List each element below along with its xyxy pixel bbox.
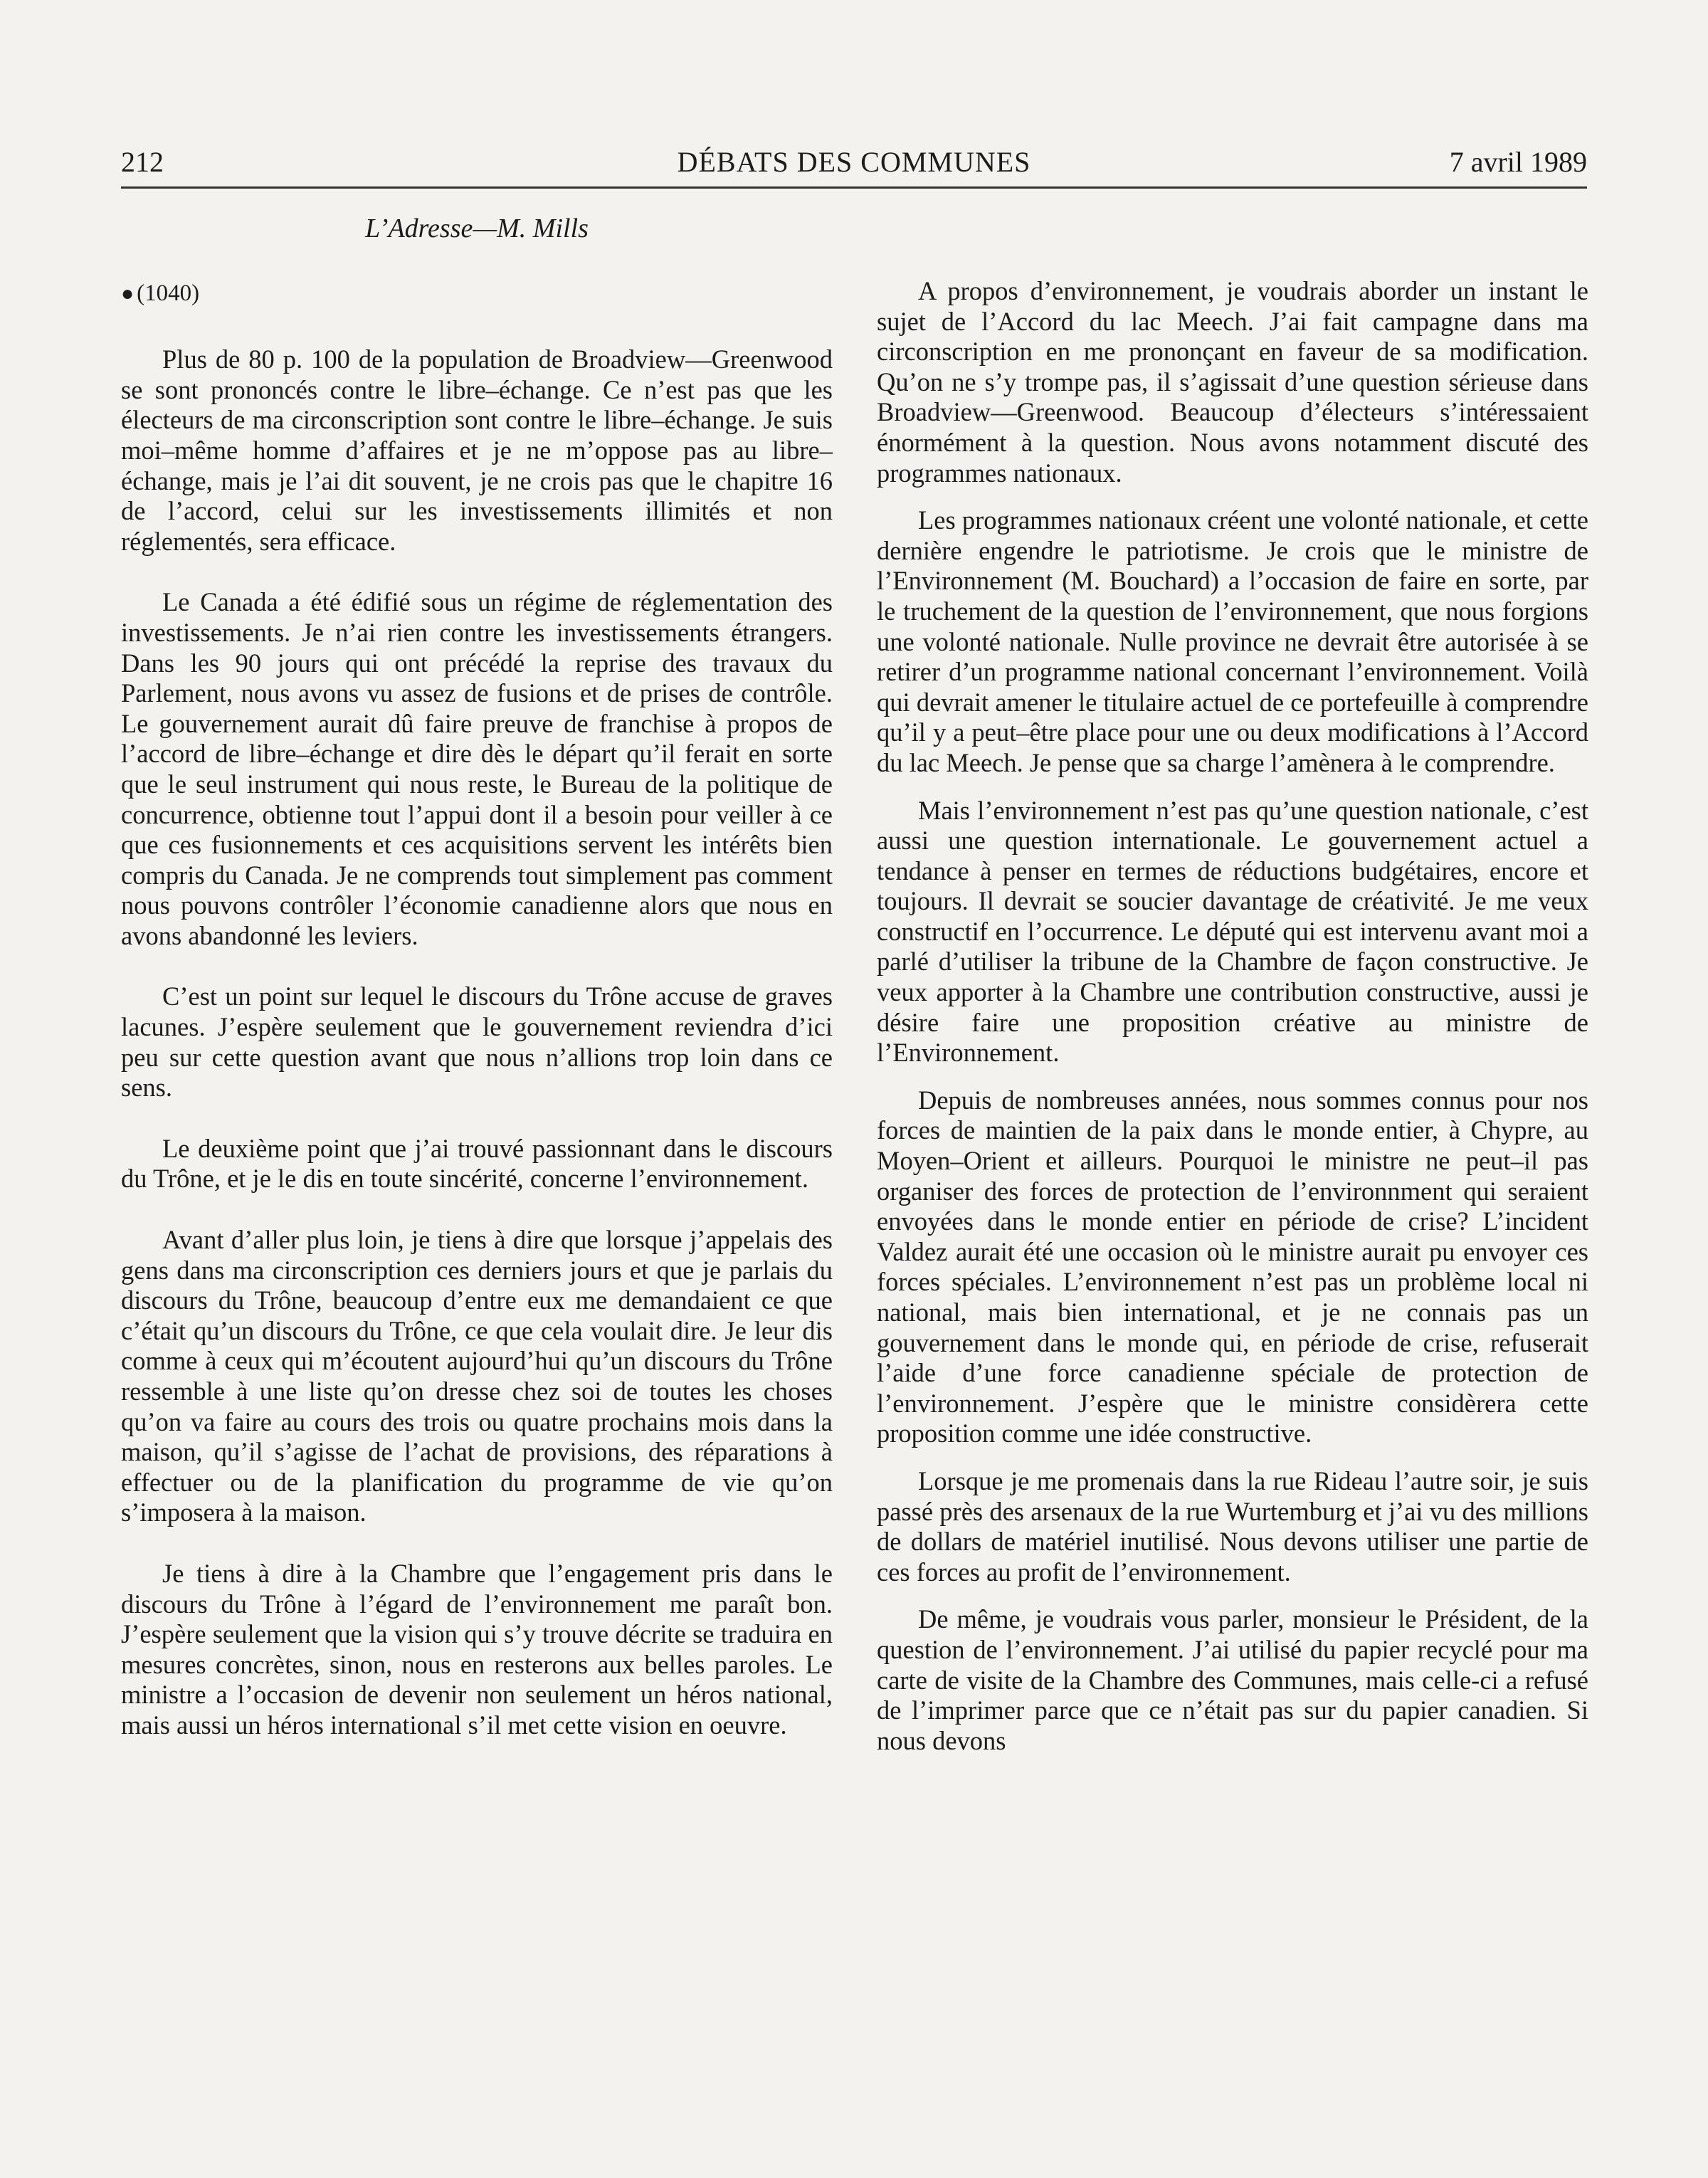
section-subhead: L’Adresse—M. Mills	[365, 214, 589, 243]
paragraph: Le deuxième point que j’ai trouvé passionnant dans le discours du Trône, et je le dis en toute sincérité, concerne l’environnement.	[121, 1133, 833, 1194]
page-number: 212	[121, 146, 164, 178]
paragraph: Les programmes nationaux créent une volonté nationale, et cette dernière engendre le patriotisme. Je crois que le ministre de l’Environnement (M. Bouchard) a l’occasion de faire en sorte, par le truchement de la question de l’environnement, que nous forgions une volonté nationale. Nulle province ne devrait être autorisée à se retirer d’un programme national concernant l’environnement. Voilà qui devrait amener le titulaire actuel de ce portefeuille à comprendre qu’il y a peut–être place pour une ou deux modifications à l’Accord du lac Meech. Je pense que sa charge l’amènera à le comprendre.	[877, 505, 1588, 777]
time-marker	[121, 278, 833, 310]
publication-date: 7 avril 1989	[1449, 146, 1587, 178]
paragraph: Je tiens à dire à la Chambre que l’engagement pris dans le discours du Trône à l’égard de l’environnement me paraît bon. J’espère seulement que la vision qui s’y trouve décrite se traduira en mesures concrètes, sinon, nous en resterons aux belles paroles. Le ministre a l’occasion de devenir non seulement un héros national, mais aussi un héros international s’il met cette vision en oeuvre.	[121, 1558, 833, 1740]
paragraph: Depuis de nombreuses années, nous sommes connus pour nos forces de maintien de la paix dans le monde entier, à Chypre, au Moyen–Orient et ailleurs. Pourquoi le ministre ne peut–il pas organiser des forces de protection de l’environnment qui seraient envoyées dans le monde entier en période de crise? L’incident Valdez aurait été une occasion où le ministre aurait pu envoyer ces forces spéciales. L’environnement n’est pas un problème local ni national, mais bien international, et je ne connais pas un gouvernement dans le monde qui, en période de crise, refuserait l’aide d’une force canadienne spéciale de protection de l’environnement. J’espère que le ministre considèrera cette proposition comme une idée constructive.	[877, 1085, 1588, 1448]
bullet-icon: ●	[121, 281, 135, 305]
paragraph: Lorsque je me promenais dans la rue Rideau l’autre soir, je suis passé près des arsenaux de la rue Wurtemburg et j’ai vu des millions de dollars de matériel inutilisé. Nous devons utiliser une partie de ces forces au profit de l’environnement.	[877, 1466, 1588, 1587]
right-column	[877, 276, 1588, 1773]
left-column	[121, 214, 833, 1772]
paragraph: Le Canada a été édifié sous un régime de réglementation des investissements. Je n’ai rien contre les investissements étrangers. Dans les 90 jours qui ont précédé la reprise des travaux du Parlement, nous avons vu assez de fusions et de prises de contrôle. Le gouvernement aurait dû faire preuve de franchise à propos de l’accord de libre–échange et dire dès le départ qu’il ferait en sorte que le seul instrument qui nous reste, le Bureau de la politique de concurrence, obtienne tout l’appui dont il a besoin pour veiller à ce que ces fusionnements et ces acquisitions servent les intérêts bien compris du Canada. Je ne comprends tout simplement pas comment nous pouvons contrôler l’économie canadienne alors que nous en avons abandonné les leviers.	[121, 587, 833, 950]
paragraph: C’est un point sur lequel le discours du Trône accuse de graves lacunes. J’espère seulement que le gouvernement reviendra d’ici peu sur cette question avant que nous n’allions trop loin dans ce sens.	[121, 982, 833, 1103]
publication-title: DÉBATS DES COMMUNES	[677, 146, 1031, 178]
time-marker-text: (1040)	[137, 280, 200, 306]
paragraph: Plus de 80 p. 100 de la population de Broadview—Greenwood se sont prononcés contre le libre–échange. Ce n’est pas que les électeurs de ma circonscription sont contre le libre–échange. Je suis moi–même homme d’affaires et je ne m’oppose pas au libre–échange, mais je l’ai dit souvent, je ne crois pas que le chapitre 16 de l’accord, celui sur les investissements illimités et non réglementés, sera efficace.	[121, 344, 833, 556]
paragraph: Avant d’aller plus loin, je tiens à dire que lorsque j’appelais des gens dans ma circonscription ces derniers jours et que je parlais du discours du Trône, beaucoup d’entre eux me demandaient ce que c’était qu’un discours du Trône, ce que cela voulait dire. Je leur dis comme à ceux qui m’écoutent aujourd’hui qu’un discours du Trône ressemble à une liste qu’on dresse chez soi de toutes les choses qu’on va faire au cours des trois ou quatre prochains mois dans la maison, qu’il s’agisse de l’achat de provisions, des réparations à effectuer ou de la planification du programme de vie qu’on s’imposera à la maison.	[121, 1225, 833, 1527]
paragraph: A propos d’environnement, je voudrais aborder un instant le sujet de l’Accord du lac Meech. J’ai fait campagne dans ma circonscription en me prononçant en faveur de sa modification. Qu’on ne s’y trompe pas, il s’agissait d’une question sérieuse dans Broadview—Greenwood. Beaucoup d’électeurs s’intéressaient énormément à la question. Nous avons notamment discuté des programmes nationaux.	[877, 276, 1588, 488]
paragraph: De même, je voudrais vous parler, monsieur le Président, de la question de l’environnement. J’ai utilisé du papier recyclé pour ma carte de visite de la Chambre des Communes, mais celle-ci a refusé de l’imprimer parce que ce n’était pas sur du papier canadien. Si nous devons	[877, 1604, 1588, 1755]
page-header	[121, 142, 1587, 189]
paragraph: Mais l’environnement n’est pas qu’une question nationale, c’est aussi une question internationale. Le gouvernement actuel a tendance à penser en termes de réductions budgétaires, encore et toujours. Il devrait se soucier davantage de créativité. Je me veux constructif en l’occurrence. Le député qui est intervenu avant moi a parlé d’utiliser la tribune de la Chambre de façon constructive. Je veux apporter à la Chambre une contribution constructive, aussi je désire faire une proposition créative au ministre de l’Environnement.	[877, 795, 1588, 1068]
